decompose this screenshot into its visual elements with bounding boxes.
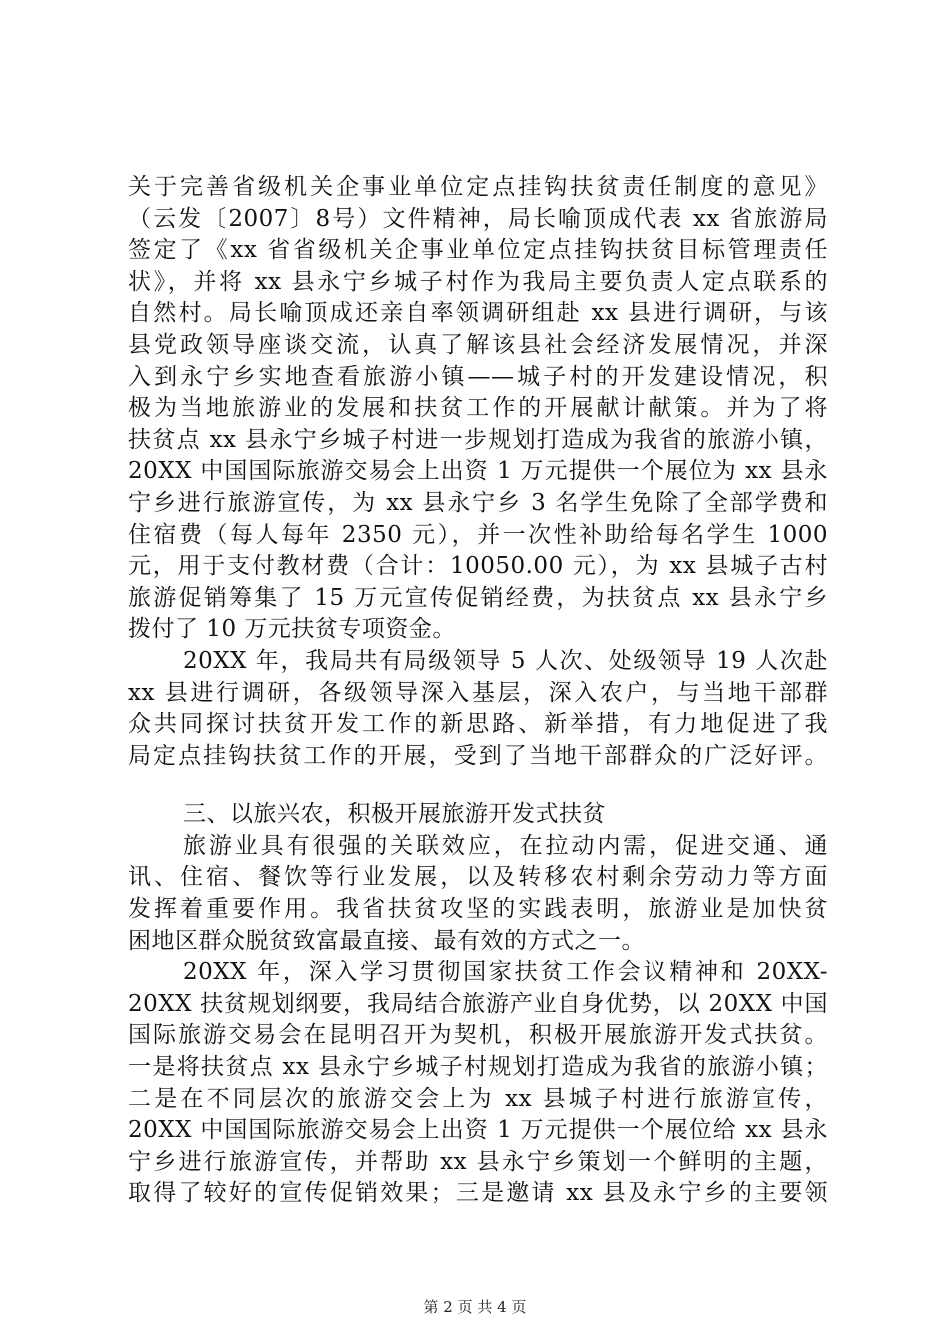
text-line: 发挥着重要作用。我省扶贫攻坚的实践表明，旅游业是加快贫	[128, 896, 828, 923]
section-heading: 三、以旅兴农，积极开展旅游开发式扶贫	[183, 801, 606, 828]
text-line: 元，用于支付教材费（合计：10050.00 元），为 xx 县城子古村	[128, 553, 828, 580]
text-line: 旅游业具有很强的关联效应，在拉动内需，促进交通、通	[183, 832, 828, 859]
text-line: 众共同探讨扶贫开发工作的新思路、新举措，有力地促进了我	[128, 711, 828, 738]
text-line: 宁乡进行旅游宣传，为 xx 县永宁乡 3 名学生免除了全部学费和	[128, 489, 828, 516]
text-line: 讯、住宿、餐饮等行业发展，以及转移农村剩余劳动力等方面	[128, 864, 828, 891]
text-line: （云发〔2007〕8号）文件精神，局长喻顶成代表 xx 省旅游局	[128, 205, 828, 232]
text-line: 二是在不同层次的旅游交会上为 xx 县城子村进行旅游宣传，	[128, 1085, 828, 1112]
text-line: 旅游促销筹集了 15 万元宣传促销经费，为扶贫点 xx 县永宁乡	[128, 584, 828, 611]
text-line: 拨付了 10 万元扶贫专项资金。	[128, 616, 456, 643]
text-line: 极为当地旅游业的发展和扶贫工作的开展献计献策。并为了将	[128, 395, 828, 422]
text-line: 20XX 中国国际旅游交易会上出资 1 万元提供一个展位给 xx 县永	[128, 1117, 828, 1144]
text-line: 县党政领导座谈交流，认真了解该县社会经济发展情况，并深	[128, 331, 828, 358]
text-line: 签定了《xx 省省级机关企事业单位定点挂钩扶贫目标管理责任	[128, 237, 828, 264]
paragraph-tourism-effect	[128, 831, 828, 957]
paragraph-gap	[128, 772, 828, 799]
paragraph-leadership-visits	[128, 646, 828, 772]
text-line: 状》，并将 xx 县永宁乡城子村作为我局主要负责人定点联系的	[128, 268, 828, 295]
text-line: 扶贫点 xx 县永宁乡城子村进一步规划打造成为我省的旅游小镇，	[128, 426, 828, 453]
text-line: 关于完善省级机关企事业单位定点挂钩扶贫责任制度的意见》	[128, 174, 828, 200]
text-line: 20XX 年，深入学习贯彻国家扶贫工作会议精神和 20XX-	[183, 959, 828, 986]
text-line: xx 县进行调研，各级领导深入基层，深入农户，与当地干部群	[128, 679, 828, 706]
text-line: 国际旅游交易会在昆明召开为契机，积极开展旅游开发式扶贫。	[128, 1022, 828, 1049]
text-line: 困地区群众脱贫致富最直接、最有效的方式之一。	[128, 927, 645, 954]
text-line: 宁乡进行旅游宣传，并帮助 xx 县永宁乡策划一个鲜明的主题，	[128, 1148, 828, 1175]
page-footer: 第 2 页 共 4 页	[423, 1298, 527, 1316]
text-line: 20XX 扶贫规划纲要，我局结合旅游产业自身优势，以 20XX 中国	[128, 990, 828, 1017]
text-line: 自然村。局长喻顶成还亲自率领调研组赴 xx 县进行调研，与该	[128, 300, 828, 327]
text-line: 取得了较好的宣传促销效果；三是邀请 xx 县及永宁乡的主要领	[128, 1180, 828, 1207]
text-line: 20XX 中国国际旅游交易会上出资 1 万元提供一个展位为 xx 县永	[128, 458, 828, 485]
text-line: 局定点挂钩扶贫工作的开展，受到了当地干部群众的广泛好评。	[128, 742, 828, 769]
paragraph-tourism-poverty-relief	[128, 957, 828, 1210]
text-line: 入到永宁乡实地查看旅游小镇——城子村的开发建设情况，积	[128, 363, 828, 390]
text-line: 20XX 年，我局共有局级领导 5 人次、处级领导 19 人次赴	[183, 647, 828, 674]
paragraph-assistance-details	[128, 172, 828, 646]
text-line: 一是将扶贫点 xx 县永宁乡城子村规划打造成为我省的旅游小镇；	[128, 1054, 828, 1081]
text-line: 住宿费（每人每年 2350 元），并一次性补助给每名学生 1000	[128, 521, 828, 548]
document-body	[128, 172, 828, 1210]
